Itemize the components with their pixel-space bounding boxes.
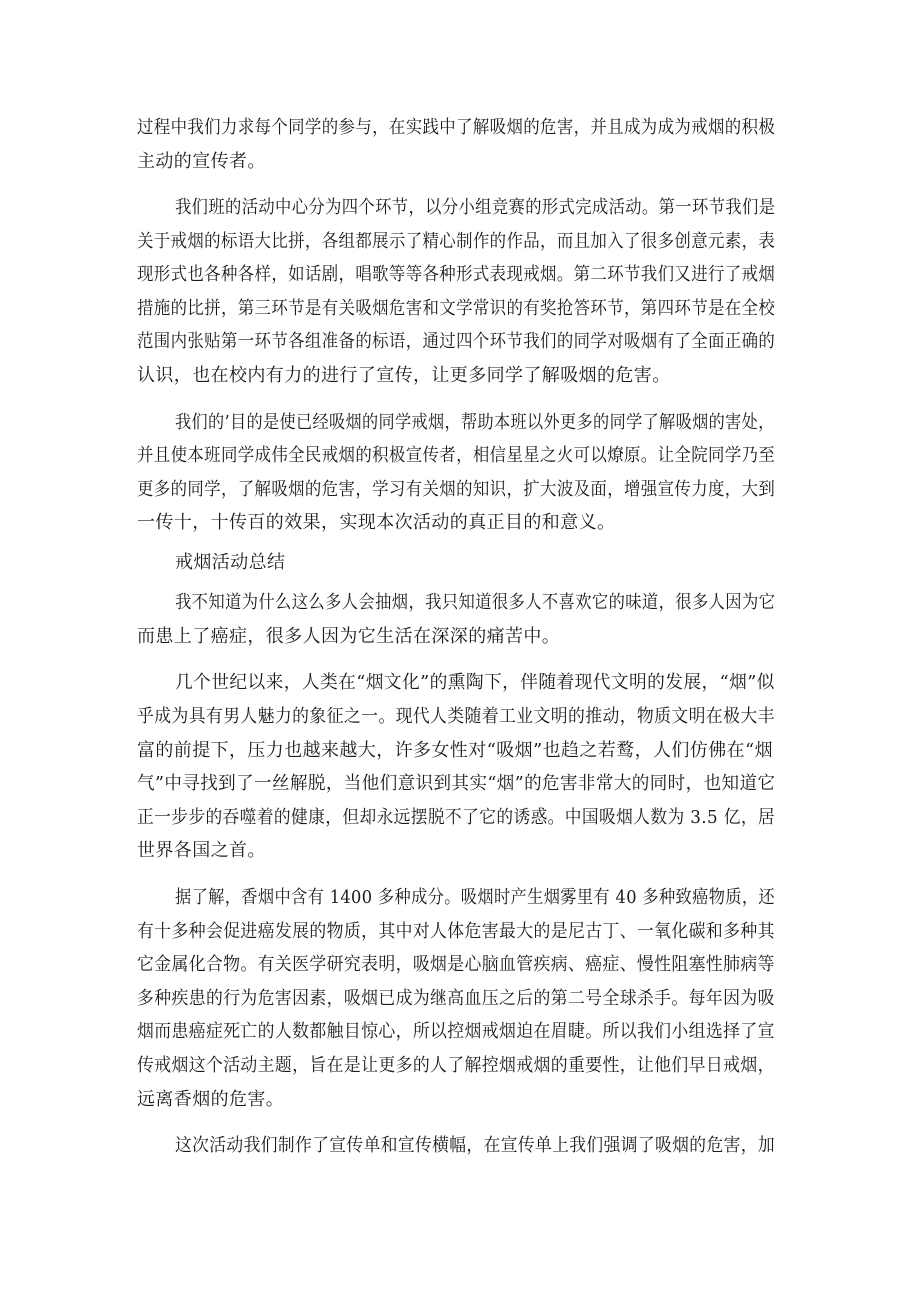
text-line: 传戒烟这个活动主题，旨在是让更多的人了解控烟戒烟的重要性，让他们早日戒烟， <box>137 1055 775 1076</box>
text-line: 而患上了癌症，很多人因为它生活在深深的痛苦中。 <box>137 626 561 647</box>
text-line: 世界各国之首。 <box>137 840 266 861</box>
text-line: 主动的宣传者。 <box>137 151 266 172</box>
text-line: 我们班的活动中心分为四个环节，以分小组竞赛的形式完成活动。第一环节我们是 <box>175 197 776 218</box>
text-line: 有十多种会促进癌发展的物质，其中对人体危害最大的是尼古丁、一氧化碳和多种其 <box>137 921 775 942</box>
text-line: 远离香烟的危害。 <box>137 1089 285 1110</box>
text-line: 并且使本班同学成伟全民戒烟的积极宣传者，相信星星之火可以燎原。让全院同学乃至 <box>137 445 776 466</box>
text-line: 我们的’目的是使已经吸烟的同学戒烟，帮助本班以外更多的同学了解吸烟的害处， <box>175 412 775 433</box>
text-line: 据了解，香烟中含有 1400 多种成分。吸烟时产生烟雾里有 40 多种致癌物质，还 <box>175 887 775 908</box>
text-line: 我不知道为什么这么多人会抽烟，我只知道很多人不喜欢它的味道，很多人因为它 <box>175 592 776 613</box>
text-line: 它金属化合物。有关医学研究表明，吸烟是心脑血管疾病、癌症、慢性阻塞性肺病等 <box>137 954 775 975</box>
text-line: 气”中寻找到了一丝解脱，当他们意识到其实“烟”的危害非常大的同时，也知道它 <box>137 773 776 794</box>
text-line: 措施的比拼，第三环节是有关吸烟危害和文学常识的有奖抢答环节，第四环节是在全校 <box>137 298 776 319</box>
text-line: 关于戒烟的标语大比拼，各组都展示了精心制作的作品，而且加入了很多创意元素，表 <box>137 231 776 252</box>
text-line: 过程中我们力求每个同学的参与，在实践中了解吸烟的危害，并且成为成为戒烟的积极 <box>137 117 776 138</box>
text-line: 一传十，十传百的效果，实现本次活动的真正目的和意义。 <box>137 512 616 533</box>
text-line: 富的前提下，压力也越来越大，许多女性对“吸烟”也趋之若鹜，人们仿佛在“烟 <box>137 740 774 761</box>
text-line: 正一步步的吞噬着的健康，但却永远摆脱不了它的诱惑。中国吸烟人数为 3.5 亿，居 <box>137 807 776 828</box>
text-line: 更多的同学，了解吸烟的危害，学习有关烟的知识，扩大波及面，增强宣传力度，大到 <box>137 479 776 500</box>
text-line: 范围内张贴第一环节各组准备的标语，通过四个环节我们的同学对吸烟有了全面正确的 <box>137 331 776 352</box>
text-line: 乎成为具有男人魅力的象征之一。现代人类随着工业文明的推动，物质文明在极大丰 <box>137 706 775 727</box>
text-line: 几个世纪以来，人类在“烟文化”的熏陶下，伴随着现代文明的发展，“烟”似 <box>175 672 775 693</box>
text-line: 现形式也各种各样，如话剧，唱歌等等各种形式表现戒烟。第二环节我们又进行了戒烟 <box>137 264 776 285</box>
text-line: 烟而患癌症死亡的人数都触目惊心，所以控烟戒烟迫在眉睫。所以我们小组选择了宣 <box>137 1021 775 1042</box>
text-line: 这次活动我们制作了宣传单和宣传横幅，在宣传单上我们强调了吸烟的危害，加 <box>175 1135 776 1156</box>
section-heading: 戒烟活动总结 <box>175 552 286 573</box>
text-line: 认识，也在校内有力的进行了宣传，让更多同学了解吸烟的危害。 <box>137 365 671 386</box>
text-line: 多种疾患的行为危害因素，吸烟已成为继高血压之后的第二号全球杀手。每年因为吸 <box>137 988 775 1009</box>
